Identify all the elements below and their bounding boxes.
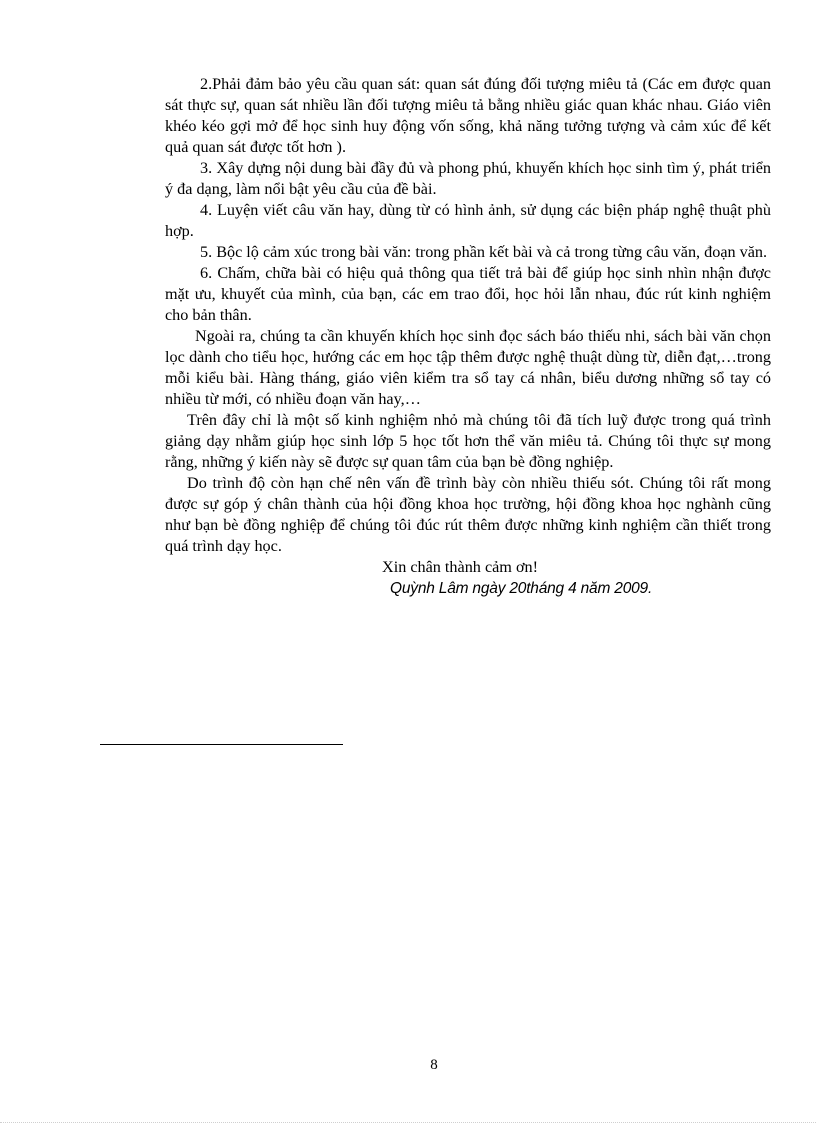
paragraph-reading-encouragement: Ngoài ra, chúng ta cần khuyến khích học sinh đọc sách báo thiếu nhi, sách bài văn chọn lọc dành cho tiểu học, hướng các em học tập thêm được nghệ thuật dùng từ, diễn đạt,…trong mỗi kiểu bài. Hàng tháng, giáo viên kiểm tra sổ tay cá nhân, biểu dương những sổ tay có nhiều từ mới, có nhiều đoạn văn hay,…: [165, 327, 771, 408]
paragraph-sentence-writing: 4. Luyện viết câu văn hay, dùng từ có hình ảnh, sử dụng các biện pháp nghệ thuật phù hợp.: [165, 201, 771, 240]
paragraph-observation-requirement: 2.Phải đảm bảo yêu cầu quan sát: quan sát đúng đối tượng miêu tả (Các em được quan sát thực sự, quan sát nhiều lần đối tượng miêu tả bằng nhiều giác quan khác nhau. Giáo viên khéo kéo gợi mở để học sinh huy động vốn sống, khả năng tưởng tượng và cảm xúc để kết quả quan sát được tốt hơn ).: [165, 75, 771, 156]
paragraph-request-feedback: Do trình độ còn hạn chế nên vấn đề trình bày còn nhiều thiếu sót. Chúng tôi rất mong được sự góp ý chân thành của hội đồng khoa học trường, hội đồng khoa học nghành cũng như bạn bè đồng nghiệp để chúng tôi đúc rút thêm được những kinh nghiệm cần thiết trong quá trình dạy học.: [165, 474, 771, 555]
paragraph-content-building: 3. Xây dựng nội dung bài đầy đủ và phong phú, khuyến khích học sinh tìm ý, phát triển ý đa dạng, làm nổi bật yêu cầu của đề bài.: [165, 159, 771, 198]
paragraph-grading-feedback: 6. Chấm, chữa bài có hiệu quả thông qua tiết trả bài để giúp học sinh nhìn nhận được mặt ưu, khuyết của mình, của bạn, các em trao đổi, học hỏi lẫn nhau, đúc rút kinh nghiệm cho bản thân.: [165, 264, 771, 324]
document-body: [165, 74, 771, 599]
footnote-separator: [100, 744, 343, 745]
closing-thanks: Xin chân thành cảm ơn!: [382, 558, 538, 576]
paragraph-summary: Trên đây chỉ là một số kinh nghiệm nhỏ mà chúng tôi đã tích luỹ được trong quá trình giảng dạy nhằm giúp học sinh lớp 5 học tốt hơn thể văn miêu tả. Chúng tôi thực sự mong rằng, những ý kiến này sẽ được sự quan tâm của bạn bè đồng nghiệp.: [165, 411, 771, 471]
paragraph-emotion-expression: 5. Bộc lộ cảm xúc trong bài văn: trong phần kết bài và cả trong từng câu văn, đoạn văn.: [200, 243, 768, 261]
page-number: 8: [430, 1057, 438, 1073]
date-signature-line: Quỳnh Lâm ngày 20tháng 4 năm 2009.: [390, 580, 653, 597]
